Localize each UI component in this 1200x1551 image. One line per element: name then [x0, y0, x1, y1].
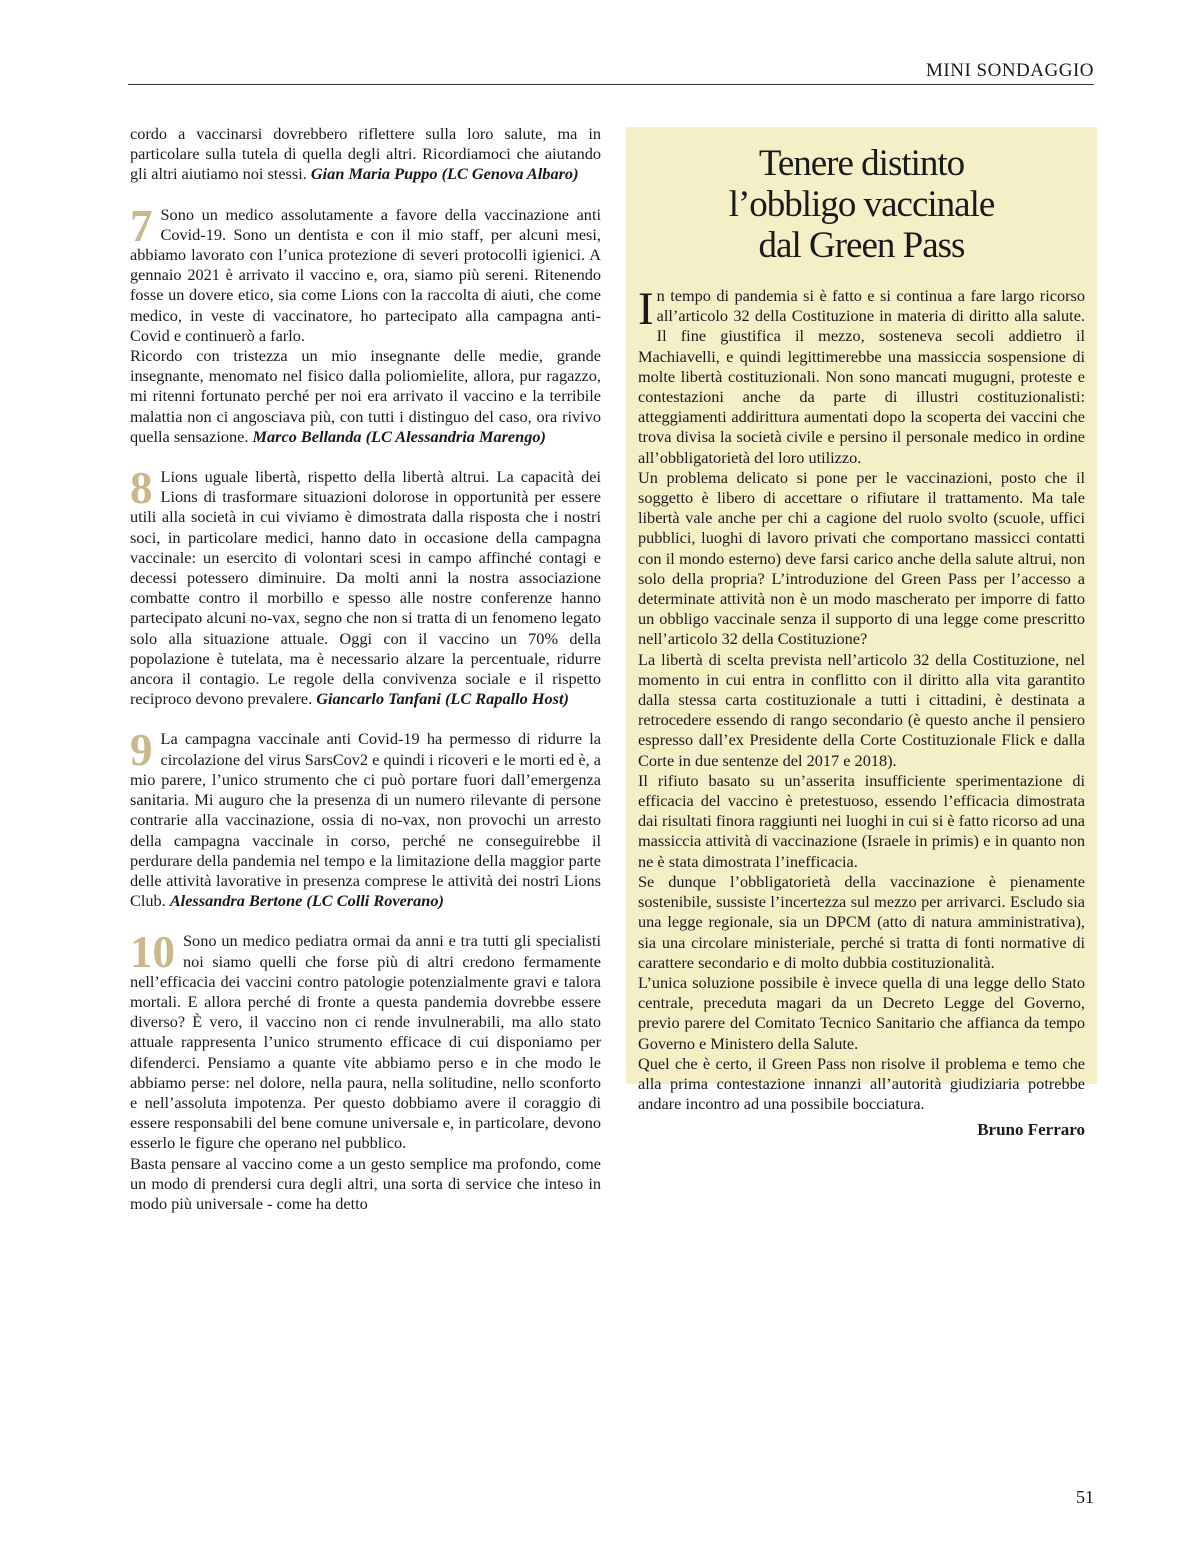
response-signature: Alessandra Bertone (LC Colli Roverano) [169, 891, 444, 911]
response-text: cordo a vaccinarsi dovrebbero riflettere sulla loro salute, ma in particolare sulla tutela di quella degli altri. Ricordiamoci che aiutando gli altri aiutiamo noi stessi. [130, 124, 601, 184]
sidebar-paragraph: Il rifiuto basato su un’asserita insufficiente sperimentazione di efficacia del vaccino è pretestuoso, essendo l’efficacia dimostrata dai risultati finora raggiunti nei luoghi in cui si è fatto ricorso ad una massiccia attività di vaccinazione (Israele in primis) e in quanto non ne è stata dimostrata l’inefficacia. [638, 770, 1085, 871]
author-byline: Bruno Ferraro [977, 1120, 1085, 1140]
response-text: Lions uguale libertà, rispetto della libertà altrui. La capacità dei Lions di trasformare situazioni dolorose in opportunità per essere utili alla società in cui viviamo è dimostrata dalla risposta che i nostri soci, in particolare medici, hanno dato in occasione della campagna vaccinale: un esercito di volontari scesi in campo affinché contagi e decessi potessero diminuire. Da molti anni la nostra associazione combatte contro il morbillo e spesso alle nostre conferenze hanno partecipato alcuni no-vax, segno che non si tratta di un fenomeno legato solo alla situazione attuale. Oggi con il vaccino un 70% della popolazione è tutelata, ma è necessario alzare la percentuale, ridurre ancora il contagio. Le regole della convivenza sociale e il rispetto reciproco devono prevalere. [130, 467, 601, 709]
paragraph-text: n tempo di pandemia si è fatto e si continua a fare largo ricorso all’articolo 32 della Costituzione in materia di diritto alla salute. Il fine giustifica il mezzo, sosteneva secoli addietro il Machiavelli, e quindi legittimerebbe una massiccia sospensione di molte libertà costituzionali. Non sono mancati mugugni, proteste e contestazioni anche da parte di illustri costituzionalisti: atteggiamenti addirittura aumentati dopo la scoperta dei vaccini che trova divisa la società civile e persino il personale medico in ordine all’obbligatorietà del loro utilizzo. [638, 286, 1085, 467]
sidebar-paragraph: Se dunque l’obbligatorietà della vaccinazione è pienamente sostenibile, sussiste l’incertezza sul mezzo per arrivarci. Escludo sia una legge regionale, sia un DPCM (atto di natura amministrativa), sia una circolare ministeriale, perché si tratta di fonti normative di carattere secondario e di molto dubbia costituzionalità. [638, 871, 1085, 972]
response-signature: Gian Maria Puppo (LC Genova Albaro) [310, 164, 579, 184]
title-line: l’obbligo vaccinale [728, 184, 995, 225]
sidebar-body [638, 283, 1085, 1141]
title-line: dal Green Pass [758, 225, 965, 266]
opinion-sidebar [626, 127, 1097, 1140]
response-number: 9 [130, 725, 153, 776]
response-intro [130, 124, 601, 185]
sidebar-paragraph: Un problema delicato si pone per le vaccinazioni, posto che il soggetto è libero di accettare o rifiutare il trattamento. Ma tale libertà vale anche per chi a cagione del ruolo svolto (scuole, uffici pubblici, luoghi di lavoro privati che comportano massicci contatti con il mondo esterno) deve farsi carico anche della salute altrui, non solo della propria? L’introduzione del Green Pass per l’accesso a determinate attività non è un modo mascherato per imporre di fatto un obbligo vaccinale senza il supporto di una legge come prescritto nell’articolo 32 della Costituzione? [638, 467, 1085, 649]
survey-responses-column [130, 124, 601, 1214]
response-text: Sono un medico assolutamente a favore della vaccinazione anti Covid-19. Sono un dentista e con il mio staff, per alcuni mesi, abbiamo lavorato con l’unica protezione di severi protocolli igienici. A gennaio 2021 è arrivato il vaccino e, ora, siamo più sereni. Ritenendo fosse un dovere etico, sia come Lions con la raccolta di aiuti, che come medico, in veste di vaccinatore, ho partecipato alla campagna anti-Covid e continuerò a farlo. [130, 204, 601, 345]
sidebar-paragraph: La libertà di scelta prevista nell’articolo 32 della Costituzione, nel momento in cui entra in conflitto con il diritto alla vita garantito dalla stessa carta costituzionale a tutti i cittadini, è destinata a retrocedere essendo di rango secondario (è questo anche il pensiero espresso dall’ex Presidente della Corte Costituzionale Flick e dalla Corte in due sentenze del 2017 e 2018). [638, 649, 1085, 770]
response-text: La campagna vaccinale anti Covid-19 ha permesso di ridurre la circolazione del virus SarsCov2 e quindi i ricoveri e le morti ed è, a mio parere, l’unico strumento che ci può portare fuori dall’emergenza sanitaria. Mi auguro che la presenza di un numero rilevante di persone contrarie alla vaccinazione, ossia di no-vax, non provochi un arresto della campagna vaccinale in corso, perché ne conseguirebbe il perdurare della pandemia nel tempo e la limitazione della maggior parte delle attività lavorative in presenza comprese le attività dei nostri Lions Club. [130, 729, 601, 911]
sidebar-paragraph [638, 283, 1085, 468]
response-7-continued [130, 346, 601, 447]
drop-cap: I [638, 283, 654, 335]
response-number: 7 [130, 200, 153, 251]
sidebar-paragraph: Quel che è certo, il Green Pass non risolve il problema e temo che alla prima contestazione innanzi all’autorità giudiziaria potrebbe andare incontro ad una possibile bocciatura. [638, 1053, 1085, 1114]
sidebar-title [638, 143, 1085, 266]
response-text: Ricordo con tristezza un mio insegnante delle medie, grande insegnante, menomato nel fisico dalla poliomielite, allora, pur ragazzo, mi ritenni fortunato perché per noi era arrivato il vaccino e la terribile malattia non ci angosciava più, con tutti i distinguo del caso, ora rivivo quella sensazione. [130, 346, 601, 446]
response-9 [130, 725, 601, 911]
page-number: 51 [1076, 1487, 1094, 1507]
header-rule [128, 84, 1094, 85]
response-10 [130, 927, 601, 1153]
response-text: Sono un medico pediatra ormai da anni e tra tutti gli specialisti noi siamo quelli che forse più di altri credono fermamente nell’efficacia dei vaccini contro patologie potenzialmente gravi e talora mortali. E allora perché di fronte a questa pandemia dovrebbe essere diverso? È vero, il vaccino non ci rende invulnerabili, ma allo stato attuale rappresenta l’unico strumento efficace di cui disponiamo per difenderci. Pensiamo a quante vite abbiamo perso e in che modo le abbiamo perse: nel dolore, nella paura, nella solitudine, nello sconforto e nell’assoluta impotenza. Per questo dobbiamo avere il coraggio di essere responsabili del bene comune universale e, in particolare, devono esserlo le figure che operano nel pubblico. [130, 931, 601, 1153]
sidebar-paragraph: L’unica soluzione possibile è invece quella di una legge dello Stato centrale, preceduta magari da un Decreto Legge del Governo, previo parere del Comitato Tecnico Sanitario che affianca da tempo Governo e Ministero della Salute. [638, 972, 1085, 1053]
response-8 [130, 463, 601, 709]
response-signature: Giancarlo Tanfani (LC Rapallo Host) [316, 689, 569, 709]
response-number: 8 [130, 463, 153, 514]
response-7 [130, 200, 601, 346]
response-signature: Marco Bellanda (LC Alessandria Marengo) [252, 426, 546, 446]
response-number: 10 [130, 927, 175, 978]
title-line: Tenere distinto [758, 143, 965, 184]
response-10-continued [130, 1154, 601, 1215]
section-label: MINI SONDAGGIO [926, 60, 1094, 81]
response-text: Basta pensare al vaccino come a un gesto semplice ma profondo, come un modo di prendersi cura degli altri, una sorta di service che inteso in modo più universale - come ha detto [130, 1153, 601, 1213]
